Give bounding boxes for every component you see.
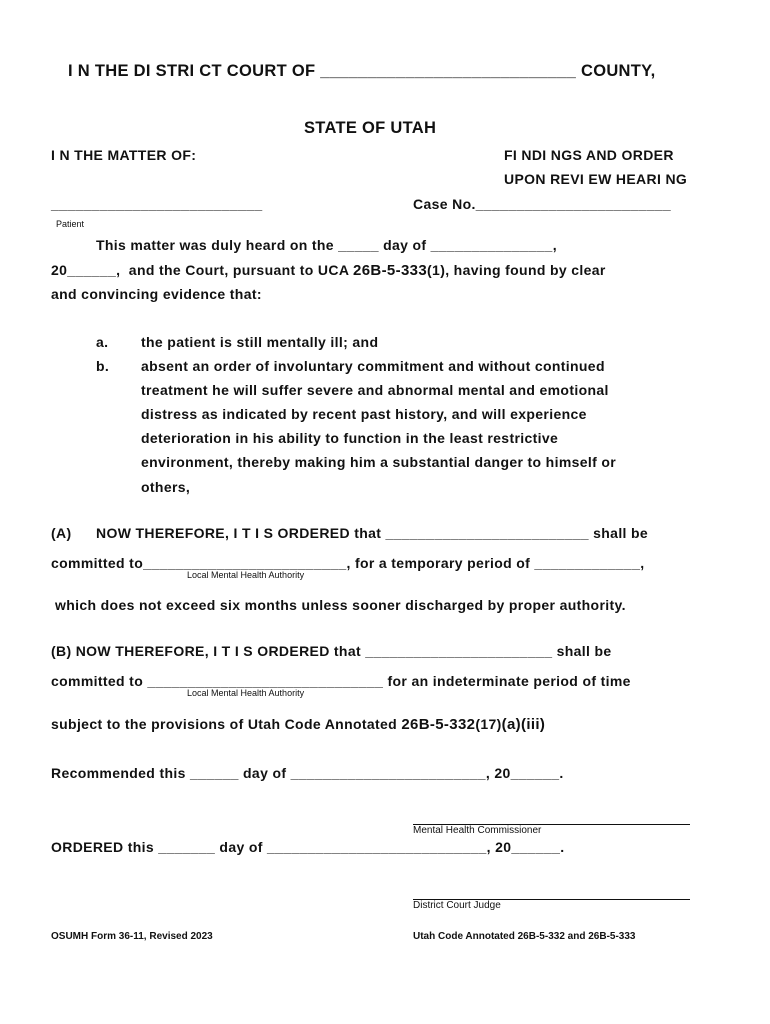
finding-b-line: treatment he will suffer severe and abnormal mental and emotional bbox=[141, 382, 609, 398]
footer-citation-pre: Utah Code Annotated bbox=[413, 931, 518, 942]
state-heading: STATE OF UTAH bbox=[304, 119, 437, 137]
order-a-line-2[interactable]: committed to_________________________, for a temporary period of _____________, bbox=[51, 555, 645, 571]
footer-code-333: 26B-5-333 bbox=[588, 931, 636, 942]
finding-a-text: the patient is still mentally ill; and bbox=[141, 334, 379, 350]
order-a-marker: (A) bbox=[51, 525, 72, 541]
finding-b-marker: b. bbox=[96, 358, 110, 374]
form-identifier: OSUMH Form 36-11, Revised 2023 bbox=[51, 931, 213, 942]
judge-signature-label: District Court Judge bbox=[413, 900, 501, 911]
finding-b-line: deterioration in his ability to function in the least restrictive bbox=[141, 430, 559, 446]
order-b-subparagraph: (a)(iii) bbox=[501, 716, 546, 733]
uca-code-332: 26B-5-332 bbox=[401, 716, 476, 733]
order-b-authority-label: Local Mental Health Authority bbox=[187, 688, 305, 698]
recommended-date-line[interactable]: Recommended this ______ day of ________________________, 20______. bbox=[51, 765, 564, 781]
intro-line-3: and convincing evidence that: bbox=[51, 286, 262, 302]
patient-label: Patient bbox=[56, 219, 85, 229]
document-title-line1: FI NDI NGS AND ORDER bbox=[504, 147, 674, 163]
order-a-authority-label: Local Mental Health Authority bbox=[187, 570, 305, 580]
intro-line-1: This matter was duly heard on the _____ day of _______________, bbox=[96, 237, 557, 253]
footer-citation bbox=[413, 931, 636, 942]
order-b-subsection: (17) bbox=[475, 716, 502, 732]
court-heading: I N THE DI STRI CT COURT OF ___________________________ COUNTY, bbox=[68, 62, 656, 80]
finding-a-marker: a. bbox=[96, 334, 109, 350]
matter-label: I N THE MATTER OF: bbox=[51, 147, 197, 163]
uca-code-333: 26B-5-333 bbox=[353, 262, 428, 279]
ordered-date-line[interactable]: ORDERED this _______ day of ___________________________, 20______. bbox=[51, 839, 565, 855]
document-title-line2: UPON REVI EW HEARI NG bbox=[504, 171, 688, 187]
intro-line-2-pre: 20______, and the Court, pursuant to UCA bbox=[51, 262, 354, 278]
order-b-line-1[interactable]: (B) NOW THEREFORE, I T I S ORDERED that _______________________ shall be bbox=[51, 643, 612, 659]
order-b-line-3-pre: subject to the provisions of Utah Code Annotated bbox=[51, 716, 402, 732]
order-b-line-2[interactable]: committed to _____________________________ for an indeterminate period of time bbox=[51, 673, 631, 689]
patient-name-blank[interactable]: __________________________ bbox=[51, 196, 263, 212]
case-number-field[interactable]: Case No.________________________ bbox=[413, 196, 671, 212]
footer-citation-mid: and bbox=[564, 931, 589, 942]
order-b-line-3 bbox=[51, 716, 545, 733]
commissioner-signature-label: Mental Health Commissioner bbox=[413, 825, 542, 836]
finding-b-line: environment, thereby making him a substantial danger to himself or bbox=[141, 454, 617, 470]
footer-code-332: 26B-5-332 bbox=[517, 931, 565, 942]
order-a-line-1[interactable]: NOW THEREFORE, I T I S ORDERED that _________________________ shall be bbox=[96, 525, 649, 541]
order-a-line-3: which does not exceed six months unless sooner discharged by proper authority. bbox=[55, 597, 626, 613]
intro-line-2 bbox=[51, 262, 606, 279]
finding-b-line: absent an order of involuntary commitment and without continued bbox=[141, 358, 605, 374]
finding-b-line: distress as indicated by recent past history, and will experience bbox=[141, 406, 587, 422]
intro-line-2-post: (1), having found by clear bbox=[427, 262, 606, 278]
finding-b-line: others, bbox=[141, 479, 191, 495]
